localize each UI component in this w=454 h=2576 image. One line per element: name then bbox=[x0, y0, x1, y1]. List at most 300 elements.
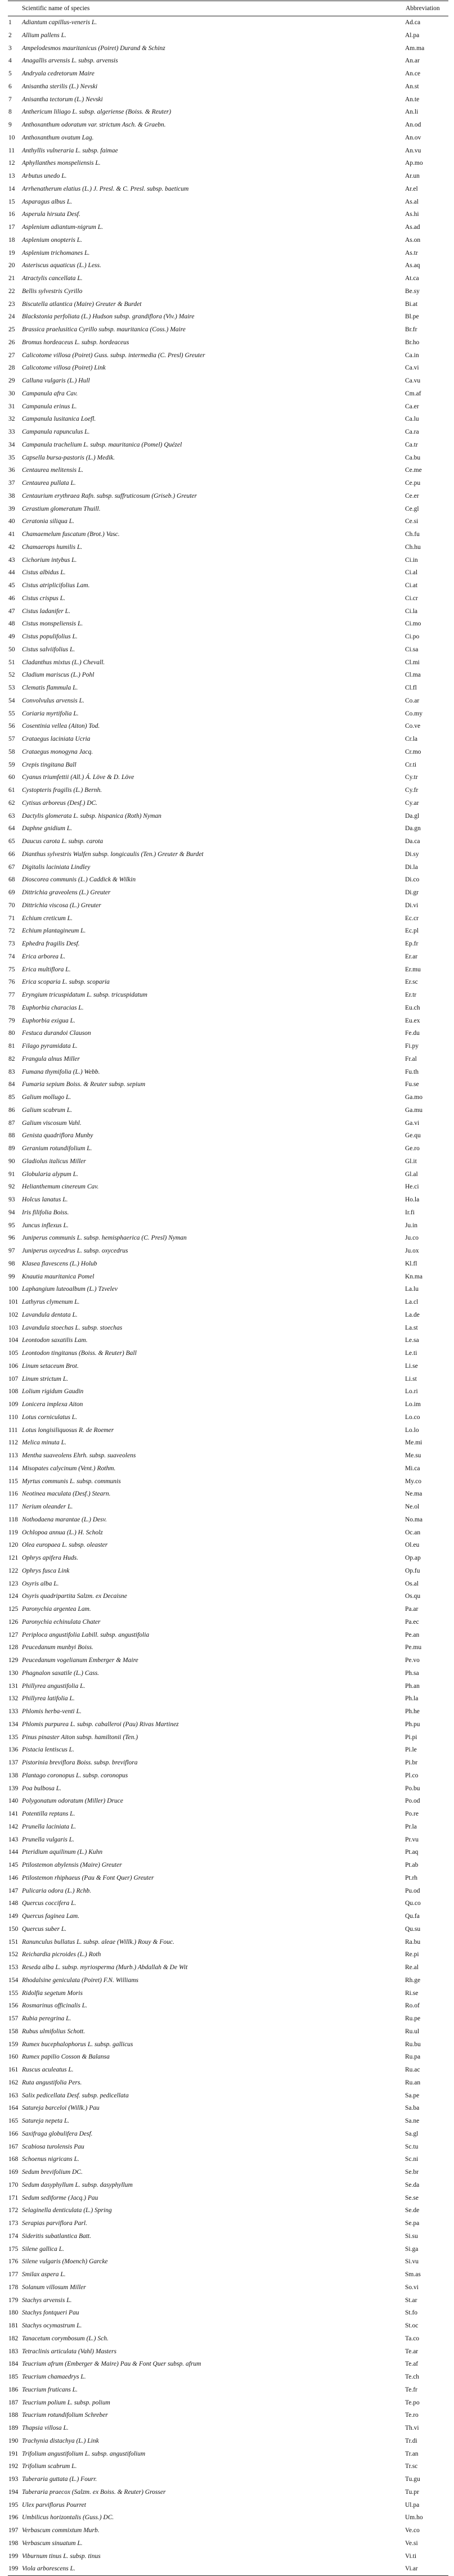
row-number: 59 bbox=[8, 761, 15, 768]
species-abbreviation: Fu.se bbox=[405, 1081, 419, 1088]
species-name-text: Pteridium aquilinum (L.) Kuhn bbox=[22, 1849, 103, 1856]
species-abbreviation: Th.vi bbox=[405, 2425, 419, 2431]
table-row bbox=[8, 1654, 448, 1667]
row-number: 107 bbox=[8, 1375, 19, 1382]
species-abbreviation: Bi.at bbox=[405, 300, 418, 308]
species-abbreviation: Vi.ar bbox=[404, 2563, 448, 2575]
species-abbreviation: Pe.mu bbox=[405, 1644, 422, 1651]
species-name-text: Pistacia lentiscus L. bbox=[22, 1746, 74, 1754]
species-name-text: Coriaria myrtifolia L. bbox=[22, 710, 79, 717]
species-abbreviation: Ci.cr bbox=[405, 595, 418, 602]
row-number: 7 bbox=[8, 96, 12, 103]
table-row bbox=[8, 1808, 448, 1821]
species-name bbox=[20, 2486, 404, 2499]
species-name-text: Cerastium glomeratum Thuill. bbox=[22, 505, 101, 512]
table-row bbox=[8, 1526, 448, 1539]
row-number: 190 bbox=[8, 2437, 19, 2444]
species-abbreviation: Ju.in bbox=[405, 1222, 418, 1229]
table-row bbox=[8, 388, 448, 400]
species-abbreviation: Me.mi bbox=[405, 1439, 422, 1447]
row-number: 101 bbox=[8, 1299, 19, 1305]
species-name-text: Convolvulus arvensis L. bbox=[22, 697, 84, 704]
species-name-text: Prunella laciniata L. bbox=[22, 1823, 77, 1830]
table-row bbox=[8, 682, 448, 695]
species-name-text: Helianthemum cinereum Cav. bbox=[22, 1183, 99, 1191]
row-number: 52 bbox=[8, 672, 15, 679]
row-number: 106 bbox=[8, 1362, 19, 1370]
species-name bbox=[20, 2537, 404, 2550]
row-number: 51 bbox=[8, 659, 15, 666]
row-number: 140 bbox=[8, 1798, 19, 1805]
species-name-text: Cystopteris fragilis (L.) Bernh. bbox=[22, 787, 102, 794]
species-name bbox=[20, 119, 404, 132]
species-name-text: Umbilicus horizontalis (Guss.) DC. bbox=[22, 2514, 114, 2521]
species-name-text: Trifolium scabrum L. bbox=[22, 2463, 77, 2470]
species-name bbox=[20, 1155, 404, 1168]
species-name-text: Sedum dasyphyllum L. subsp. dasyphyllum bbox=[22, 2181, 133, 2188]
species-name-text: Knautia mauritanica Pomel bbox=[22, 1273, 95, 1280]
species-name bbox=[20, 554, 404, 567]
table-row bbox=[8, 2089, 448, 2102]
row-number: 175 bbox=[8, 2245, 19, 2253]
species-name bbox=[20, 605, 404, 618]
species-abbreviation: Di.sy bbox=[405, 850, 419, 858]
species-abbreviation: Cl.mi bbox=[405, 659, 420, 666]
species-name bbox=[20, 2268, 404, 2281]
species-name bbox=[20, 1040, 404, 1053]
table-row bbox=[8, 298, 448, 311]
species-abbreviation: As.al bbox=[405, 198, 419, 205]
row-number: 80 bbox=[8, 1030, 15, 1037]
row-number: 194 bbox=[8, 2488, 19, 2496]
species-abbreviation: Er.ar bbox=[405, 953, 418, 960]
row-number: 72 bbox=[8, 927, 15, 935]
species-name-text: Blackstonia perfoliata (L.) Hudson subsp. grandiflora (Viv.) Maire bbox=[22, 313, 195, 321]
table-row bbox=[8, 1360, 448, 1373]
species-name bbox=[20, 67, 404, 80]
species-abbreviation: An.ov bbox=[405, 134, 421, 141]
species-name bbox=[20, 1782, 404, 1795]
table-row bbox=[8, 1066, 448, 1079]
table-row bbox=[8, 42, 448, 55]
table-row bbox=[8, 16, 448, 29]
species-name bbox=[20, 1514, 404, 1526]
species-name bbox=[20, 272, 404, 285]
species-name bbox=[20, 310, 404, 323]
table-row bbox=[8, 643, 448, 656]
species-name bbox=[20, 1897, 404, 1910]
table-row bbox=[8, 80, 448, 93]
species-name bbox=[20, 1872, 404, 1885]
table-row bbox=[8, 1578, 448, 1591]
species-name-text: Frangula alnus Miller bbox=[22, 1055, 80, 1062]
table-row bbox=[8, 1910, 448, 1923]
species-abbreviation: Ph.he bbox=[405, 1708, 420, 1715]
species-name-text: Cistus populifolius L. bbox=[22, 633, 78, 640]
table-row bbox=[8, 759, 448, 772]
table-row bbox=[8, 746, 448, 759]
species-name-text: Polygonatum odoratum (Miller) Druce bbox=[22, 1798, 123, 1805]
table-row bbox=[8, 835, 448, 848]
table-row bbox=[8, 1782, 448, 1795]
table-row bbox=[8, 899, 448, 912]
table-row bbox=[8, 1424, 448, 1437]
species-abbreviation: Tr.di bbox=[405, 2437, 417, 2444]
species-name bbox=[20, 1808, 404, 1821]
species-abbreviation: Pa.ec bbox=[405, 1618, 419, 1625]
row-number: 28 bbox=[8, 364, 15, 372]
species-name bbox=[20, 1654, 404, 1667]
species-name bbox=[20, 234, 404, 247]
species-name-text: Peucedanum vogelianum Emberger & Maire bbox=[22, 1657, 138, 1664]
header-scientific-name: Scientific name of species bbox=[20, 1, 404, 16]
table-row bbox=[8, 822, 448, 835]
species-abbreviation: He.ci bbox=[405, 1183, 419, 1191]
table-row bbox=[8, 784, 448, 797]
row-number: 193 bbox=[8, 2476, 19, 2483]
species-name bbox=[20, 1603, 404, 1616]
row-number: 167 bbox=[8, 2143, 19, 2150]
species-abbreviation: Ir.fi bbox=[405, 1209, 415, 1216]
species-abbreviation: Di.co bbox=[405, 876, 420, 884]
species-name bbox=[20, 951, 404, 963]
table-row bbox=[8, 1385, 448, 1398]
species-abbreviation: Ph.la bbox=[405, 1695, 419, 1703]
species-abbreviation: Ci.mo bbox=[405, 620, 421, 628]
species-name-text: Mentha suaveolens Ehrh. subsp. suaveolens bbox=[22, 1452, 136, 1459]
species-abbreviation: Pt.rh bbox=[405, 1874, 418, 1881]
species-name-text: Smilax aspera L. bbox=[22, 2271, 66, 2278]
species-name-text: Satureja nepeta L. bbox=[22, 2118, 70, 2124]
table-row bbox=[8, 1398, 448, 1411]
species-abbreviation: Lo.im bbox=[405, 1401, 421, 1408]
table-row bbox=[8, 1104, 448, 1117]
species-name-text: Euphorbia characias L. bbox=[22, 1004, 84, 1011]
table-row bbox=[8, 2358, 448, 2371]
species-abbreviation: Cy.ar bbox=[405, 799, 419, 807]
table-row bbox=[8, 1449, 448, 1462]
row-number: 17 bbox=[8, 224, 15, 231]
species-name bbox=[20, 2025, 404, 2038]
row-number: 67 bbox=[8, 863, 15, 871]
table-row bbox=[8, 579, 448, 592]
table-row bbox=[8, 912, 448, 925]
species-abbreviation: Ce.gl bbox=[405, 505, 419, 512]
species-abbreviation: Pi.le bbox=[405, 1746, 417, 1754]
species-abbreviation: Pu.od bbox=[405, 1887, 420, 1894]
species-name-text: Ruta angustifolia Pers. bbox=[22, 2079, 82, 2086]
table-row bbox=[8, 1462, 448, 1475]
table-row bbox=[8, 1731, 448, 1744]
species-name-text: Asperula hirsuta Desf. bbox=[22, 211, 80, 218]
table-row bbox=[8, 2012, 448, 2025]
species-name bbox=[20, 2038, 404, 2051]
species-abbreviation: Cl.fl bbox=[405, 684, 417, 691]
species-name-text: Lotus corniculatus L. bbox=[22, 1413, 78, 1421]
species-name bbox=[20, 1987, 404, 2000]
species-abbreviation: Al.pa bbox=[405, 31, 420, 39]
species-name-text: Klasea flavescens (L.) Holub bbox=[22, 1260, 97, 1267]
species-name-text: Fumana thymifolia (L.) Webb. bbox=[22, 1068, 100, 1075]
row-number: 165 bbox=[8, 2118, 19, 2124]
row-number: 195 bbox=[8, 2501, 19, 2509]
species-abbreviation: Cr.la bbox=[405, 736, 418, 742]
row-number: 187 bbox=[8, 2399, 19, 2406]
species-name bbox=[20, 1616, 404, 1629]
species-name-text: Crepis tingitana Ball bbox=[22, 761, 77, 768]
table-row bbox=[8, 132, 448, 145]
species-abbreviation: Pr.la bbox=[405, 1823, 417, 1830]
species-name bbox=[20, 771, 404, 784]
row-number: 116 bbox=[8, 1490, 18, 1498]
species-name-text: Galium mollugo L. bbox=[22, 1094, 71, 1101]
species-name bbox=[20, 1271, 404, 1284]
species-name bbox=[20, 1936, 404, 1949]
species-name-text: Ulex parviflorus Pourret bbox=[22, 2501, 86, 2509]
species-name-text: Erica arborea L. bbox=[22, 953, 66, 960]
table-body bbox=[8, 16, 448, 2576]
species-abbreviation: As.ad bbox=[405, 224, 420, 231]
species-name-text: Dioscorea communis (L.) Caddick & Wilkin bbox=[22, 876, 136, 884]
row-number: 171 bbox=[8, 2194, 19, 2201]
row-number: 24 bbox=[8, 313, 15, 321]
table-row bbox=[8, 272, 448, 285]
species-abbreviation: Ol.eu bbox=[405, 1542, 420, 1549]
table-row bbox=[8, 1846, 448, 1859]
species-name bbox=[20, 1091, 404, 1104]
row-number: 131 bbox=[8, 1682, 19, 1690]
table-row bbox=[8, 2435, 448, 2448]
species-name-text: Teucrium chamaedrys L. bbox=[22, 2374, 86, 2380]
table-row bbox=[8, 1603, 448, 1616]
table-row bbox=[8, 592, 448, 605]
table-row bbox=[8, 2153, 448, 2166]
species-name bbox=[20, 1385, 404, 1398]
table-row bbox=[8, 221, 448, 234]
species-abbreviation: Mi.ca bbox=[405, 1465, 420, 1472]
species-abbreviation: Ce.me bbox=[405, 467, 422, 474]
table-row bbox=[8, 1181, 448, 1194]
table-row bbox=[8, 938, 448, 951]
table-row bbox=[8, 2294, 448, 2307]
species-name bbox=[20, 1859, 404, 1872]
species-name bbox=[20, 1078, 404, 1091]
species-abbreviation: Be.sy bbox=[405, 287, 420, 295]
species-name-text: Chamaemelum fuscatum (Brot.) Vasc. bbox=[22, 531, 120, 538]
row-number: 74 bbox=[8, 953, 15, 960]
table-row bbox=[8, 708, 448, 720]
species-abbreviation: St.fo bbox=[405, 2309, 418, 2317]
species-abbreviation: At.ca bbox=[405, 275, 419, 282]
row-number: 39 bbox=[8, 505, 15, 512]
species-abbreviation: Ca.vi bbox=[405, 364, 419, 372]
row-number: 117 bbox=[8, 1503, 18, 1510]
row-number: 184 bbox=[8, 2361, 19, 2368]
species-name bbox=[20, 323, 404, 336]
table-row bbox=[8, 208, 448, 221]
species-name-text: Cosentinia vellea (Aiton) Tod. bbox=[22, 723, 100, 730]
species-abbreviation: My.co bbox=[405, 1478, 421, 1485]
species-name-text: Phlomis purpurea L. subsp. caballeroi (Pau) Rivas Martinez bbox=[22, 1721, 179, 1728]
species-name bbox=[20, 1641, 404, 1654]
row-number: 65 bbox=[8, 838, 15, 845]
species-name bbox=[20, 848, 404, 861]
species-name-text: Allium pallens L. bbox=[22, 31, 66, 39]
species-name-text: Peucedanum munbyi Boiss. bbox=[22, 1644, 93, 1651]
species-name bbox=[20, 503, 404, 516]
table-row bbox=[8, 2243, 448, 2256]
row-number: 23 bbox=[8, 300, 15, 308]
species-name bbox=[20, 2473, 404, 2486]
species-name bbox=[20, 1539, 404, 1552]
species-name bbox=[20, 2115, 404, 2128]
species-name-text: Asteriscus aquaticus (L.) Less. bbox=[22, 262, 101, 269]
species-abbreviation: Sc.tu bbox=[405, 2143, 419, 2150]
species-abbreviation: No.ma bbox=[405, 1516, 422, 1523]
species-abbreviation: Te.po bbox=[405, 2399, 420, 2406]
row-number: 112 bbox=[8, 1439, 18, 1447]
row-number: 32 bbox=[8, 416, 15, 423]
table-row bbox=[8, 2486, 448, 2499]
species-name-text: Sideritis subatlantica Batt. bbox=[22, 2232, 91, 2240]
species-name-text: Satureja barceloi (Willk.) Pau bbox=[22, 2105, 100, 2112]
species-name bbox=[20, 886, 404, 899]
species-abbreviation: Se.pa bbox=[405, 2220, 420, 2227]
species-name-text: Lolium rigidum Gaudin bbox=[22, 1388, 84, 1395]
row-number: 103 bbox=[8, 1324, 19, 1331]
species-abbreviation: La.lu bbox=[405, 1286, 419, 1293]
species-name-text: Cistus atriplicifolius Lam. bbox=[22, 582, 90, 589]
row-number: 183 bbox=[8, 2348, 19, 2355]
row-number: 177 bbox=[8, 2271, 19, 2278]
species-abbreviation: Cm.af bbox=[405, 390, 421, 397]
species-name bbox=[20, 55, 404, 67]
row-number: 4 bbox=[8, 57, 12, 65]
table-row bbox=[8, 810, 448, 823]
species-name-text: Tuberaria praecox (Salzm. ex Boiss. & Reuter) Grosser bbox=[22, 2488, 166, 2496]
species-name-text: Echium creticum L. bbox=[22, 915, 73, 922]
species-name bbox=[20, 106, 404, 119]
row-number: 152 bbox=[8, 1951, 19, 1958]
table-row bbox=[8, 1629, 448, 1642]
row-number: 36 bbox=[8, 467, 15, 474]
species-name-text: Capsella bursa-pastoris (L.) Medik. bbox=[22, 454, 115, 461]
species-abbreviation: Pl.co bbox=[405, 1772, 419, 1779]
table-row bbox=[8, 2320, 448, 2332]
species-name-text: Lavandula stoechas L. subsp. stoechas bbox=[22, 1324, 123, 1331]
species-abbreviation: Os.al bbox=[405, 1580, 419, 1587]
species-name bbox=[20, 656, 404, 669]
species-name bbox=[20, 1961, 404, 1974]
species-name-text: Ridolfia segetum Moris bbox=[22, 1989, 83, 1997]
species-name bbox=[20, 221, 404, 234]
row-number: 126 bbox=[8, 1618, 19, 1625]
table-row bbox=[8, 631, 448, 643]
species-name-text: Asparagus albus L. bbox=[22, 198, 73, 205]
species-name-text: Phillyrea angustifolia L. bbox=[22, 1682, 86, 1690]
row-number: 143 bbox=[8, 1836, 19, 1843]
row-number: 109 bbox=[8, 1401, 19, 1408]
row-number: 20 bbox=[8, 262, 15, 269]
species-name-text: Anthoxanthum ovatum Lag. bbox=[22, 134, 94, 141]
species-abbreviation: Ap.mo bbox=[405, 160, 423, 167]
table-row bbox=[8, 873, 448, 886]
species-abbreviation: As.on bbox=[405, 236, 421, 244]
species-abbreviation: Um.ho bbox=[405, 2514, 423, 2521]
species-name bbox=[20, 1488, 404, 1501]
row-number: 111 bbox=[8, 1426, 18, 1434]
species-name-text: Ranunculus bullatus L. subsp. aleae (Willk.) Rouy & Fouc. bbox=[22, 1938, 174, 1945]
species-abbreviation: Li.st bbox=[405, 1375, 417, 1382]
row-number: 199 bbox=[8, 2552, 19, 2560]
species-abbreviation: Pa.ar bbox=[405, 1606, 419, 1613]
species-name-text: Dianthus sylvestris Wulfen subsp. longicaulis (Ten.) Greuter & Burdet bbox=[22, 850, 204, 858]
table-row bbox=[8, 2179, 448, 2192]
species-name-text: Anthericum liliago L. subsp. algeriense (Boiss. & Reuter) bbox=[22, 109, 172, 116]
row-number: 11 bbox=[8, 147, 15, 154]
species-name-text: Paronychia echinulata Chater bbox=[22, 1618, 101, 1625]
species-abbreviation: Ca.er bbox=[405, 403, 419, 410]
species-name bbox=[20, 1002, 404, 1015]
row-number: 82 bbox=[8, 1055, 15, 1062]
table-row bbox=[8, 1590, 448, 1603]
row-number: 145 bbox=[8, 1862, 19, 1868]
row-number: 105 bbox=[8, 1350, 19, 1357]
row-number: 179 bbox=[8, 2296, 19, 2304]
species-abbreviation: Ec.cr bbox=[405, 915, 419, 922]
species-abbreviation: Ce.pu bbox=[405, 480, 421, 487]
table-row bbox=[8, 2397, 448, 2410]
species-abbreviation: Vi.ti bbox=[405, 2552, 417, 2560]
row-number: 197 bbox=[8, 2527, 19, 2534]
table-row bbox=[8, 1539, 448, 1552]
table-row bbox=[8, 989, 448, 1002]
species-abbreviation: Le.ti bbox=[405, 1350, 417, 1357]
row-number: 123 bbox=[8, 1580, 19, 1587]
species-name-text: Pistorinia breviflora Boiss. subsp. breviflora bbox=[22, 1759, 138, 1766]
table-row bbox=[8, 2563, 448, 2575]
row-number: 84 bbox=[8, 1081, 15, 1088]
species-abbreviation: Ci.at bbox=[405, 582, 418, 589]
table-row bbox=[8, 1373, 448, 1386]
species-name-text: Teucrium rotundifolium Schreber bbox=[22, 2412, 108, 2419]
table-row bbox=[8, 1885, 448, 1898]
species-abbreviation: As.tr bbox=[405, 249, 418, 256]
species-abbreviation: Po.bu bbox=[405, 1785, 420, 1792]
table-row bbox=[8, 2128, 448, 2141]
table-row bbox=[8, 259, 448, 272]
table-row bbox=[8, 1705, 448, 1718]
row-number: 136 bbox=[8, 1746, 19, 1754]
row-number: 170 bbox=[8, 2181, 19, 2188]
species-abbreviation: Rh.ge bbox=[405, 1976, 421, 1984]
table-row bbox=[8, 1053, 448, 1066]
species-abbreviation: Re.al bbox=[405, 1964, 419, 1971]
row-number: 137 bbox=[8, 1759, 19, 1766]
species-abbreviation: Pe.vo bbox=[405, 1657, 420, 1664]
species-name bbox=[20, 579, 404, 592]
row-number: 198 bbox=[8, 2539, 19, 2547]
table-row bbox=[8, 515, 448, 528]
species-name-text: Dittrichia graveolens (L.) Greuter bbox=[22, 889, 111, 896]
species-abbreviation: Op.ap bbox=[405, 1555, 421, 1561]
species-abbreviation: La.st bbox=[405, 1324, 418, 1331]
row-number: 61 bbox=[8, 787, 15, 794]
species-name-text: Sedum sediforme (Jacq.) Pau bbox=[22, 2194, 98, 2201]
row-number: 90 bbox=[8, 1158, 15, 1165]
species-abbreviation: Ca.ra bbox=[405, 429, 419, 435]
table-row bbox=[8, 1667, 448, 1680]
